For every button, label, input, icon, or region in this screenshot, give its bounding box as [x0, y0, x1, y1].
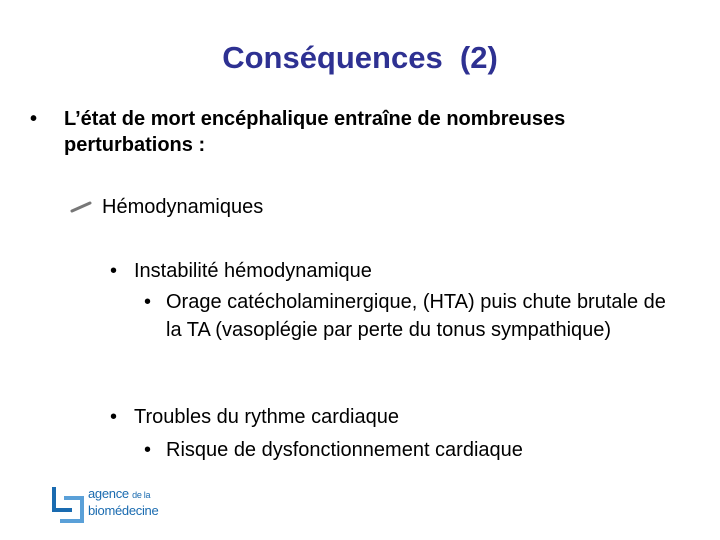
intro-text: L’état de mort encéphalique entraîne de nombreuses perturbations :	[64, 108, 566, 156]
list-item-text: Instabilité hémodynamique	[134, 260, 372, 282]
bullet-marker: •	[110, 260, 118, 282]
sub-list-item-text: Risque de dysfonctionnement cardiaque	[166, 439, 523, 461]
bullet-marker: •	[30, 108, 38, 130]
section-label: Hémodynamiques	[102, 196, 264, 218]
bullet-marker: •	[144, 439, 152, 461]
dash-bullet-icon	[70, 201, 92, 213]
logo-mark-icon	[50, 484, 86, 524]
bullet-marker: •	[110, 406, 118, 428]
bullet-marker: •	[144, 291, 152, 313]
slide-title: Conséquences (2)	[222, 40, 498, 75]
logo-text-line1: agence de la	[88, 486, 151, 501]
logo-text-line2: biomédecine	[88, 503, 159, 518]
sub-list-item-text: Orage catécholaminergique, (HTA) puis chute brutale de la TA (vasoplégie par perte du tonus sympathique)	[166, 291, 666, 341]
list-item-text: Troubles du rythme cardiaque	[134, 406, 399, 428]
agence-biomedecine-logo	[50, 484, 180, 528]
